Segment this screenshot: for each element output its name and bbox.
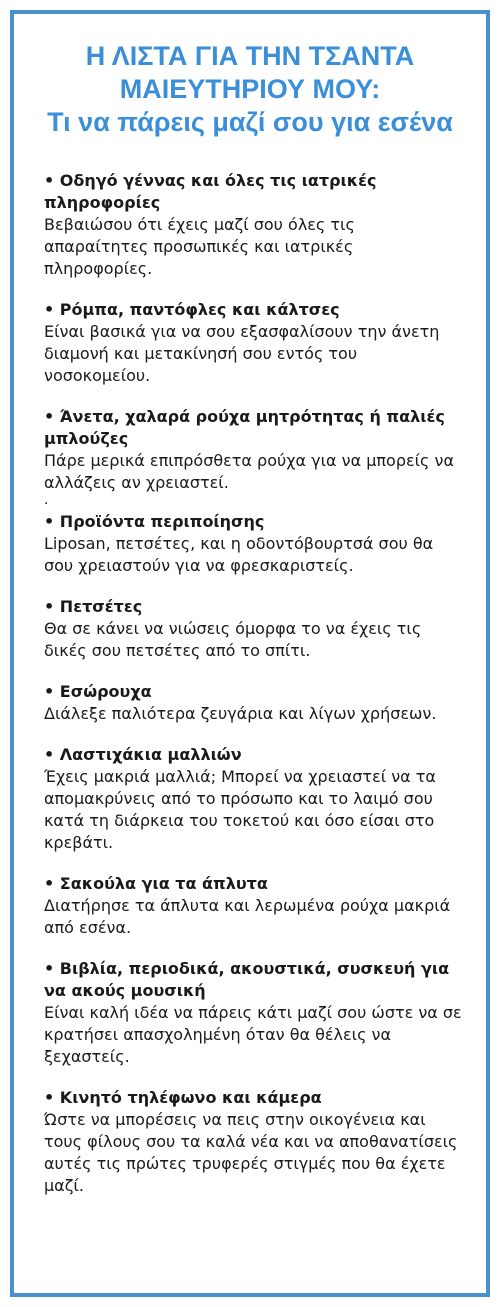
stray-period: . bbox=[44, 492, 49, 508]
list-item bbox=[44, 873, 464, 939]
item-description: Έχεις μακριά μαλλιά; Μπορεί να χρειαστεί να τα απομακρύνεις από το πρόσωπο και το λαιμό σου κατά τη διάρκεια του τοκετού και όσο είσαι στο κρεβάτι. bbox=[44, 767, 436, 852]
list-item bbox=[44, 681, 464, 725]
list-item bbox=[44, 596, 464, 662]
item-heading: • Οδηγό γέννας και όλες τις ιατρικές πληροφορίες bbox=[44, 171, 377, 212]
item-heading: • Εσώρουχα bbox=[44, 682, 152, 701]
item-heading: • Κινητό τηλέφωνο και κάμερα bbox=[44, 1088, 322, 1107]
item-description: Ώστε να μπορέσεις να πεις στην οικογένεια και τους φίλους σου τα καλά νέα και να αποθανατίσεις αυτές τις πρώτες τρυφερές στιγμές που θα έχετε μαζί. bbox=[44, 1110, 458, 1195]
title-line-3: Τι να πάρεις μαζί σου για εσένα bbox=[47, 107, 453, 137]
item-description: Liposan, πετσέτες, και η οδοντόβουρτσά σου θα σου χρειαστούν για να φρεσκαριστείς. bbox=[44, 534, 434, 575]
item-description: Είναι καλή ιδέα να πάρεις κάτι μαζί σου ώστε να σε κρατήσει απασχολημένη όταν θα θέλεις να ξεχαστείς. bbox=[44, 1003, 462, 1066]
list-item bbox=[44, 1087, 464, 1197]
item-description: Βεβαιώσου ότι έχεις μαζί σου όλες τις απαραίτητες προσωπικές και ιατρικές πληροφορίες. bbox=[44, 215, 355, 278]
item-heading: • Άνετα, χαλαρά ρούχα μητρότητας ή παλιές μπλούζες bbox=[44, 407, 445, 448]
item-heading: • Πετσέτες bbox=[44, 597, 143, 616]
item-description: Πάρε μερικά επιπρόσθετα ρούχα για να μπορείς να αλλάζεις αν χρειαστεί. bbox=[44, 451, 454, 492]
list-item bbox=[44, 744, 464, 854]
item-heading: • Σακούλα για τα άπλυτα bbox=[44, 874, 268, 893]
item-description: Είναι βασικά για να σου εξασφαλίσουν την άνετη διαμονή και μετακίνησή σου εντός του νοσοκομείου. bbox=[44, 322, 440, 385]
list-item bbox=[44, 170, 464, 280]
page-title bbox=[14, 40, 486, 139]
item-heading: • Λαστιχάκια μαλλιών bbox=[44, 745, 242, 764]
item-heading: • Βιβλία, περιοδικά, ακουστικά, συσκευή για να ακούς μουσική bbox=[44, 959, 450, 1000]
item-description: Διατήρησε τα άπλυτα και λερωμένα ρούχα μακριά από εσένα. bbox=[44, 896, 451, 937]
list-item bbox=[44, 406, 464, 506]
list-item bbox=[44, 958, 464, 1068]
item-heading: • Προϊόντα περιποίησης bbox=[44, 512, 265, 531]
title-line-1: Η ΛΙΣΤΑ ΓΙΑ ΤΗΝ ΤΣΑΝΤΑ bbox=[85, 41, 415, 71]
list-item bbox=[44, 511, 464, 577]
item-description: Θα σε κάνει να νιώσεις όμορφα το να έχεις τις δικές σου πετσέτες από το σπίτι. bbox=[44, 619, 422, 660]
item-heading: • Ρόμπα, παντόφλες και κάλτσες bbox=[44, 300, 340, 319]
item-description: Διάλεξε παλιότερα ζευγάρια και λίγων χρήσεων. bbox=[44, 704, 437, 723]
list-item bbox=[44, 299, 464, 387]
title-line-2: ΜΑΙΕΥΤΗΡΙΟΥ ΜΟΥ: bbox=[119, 74, 381, 104]
checklist bbox=[44, 170, 464, 1197]
